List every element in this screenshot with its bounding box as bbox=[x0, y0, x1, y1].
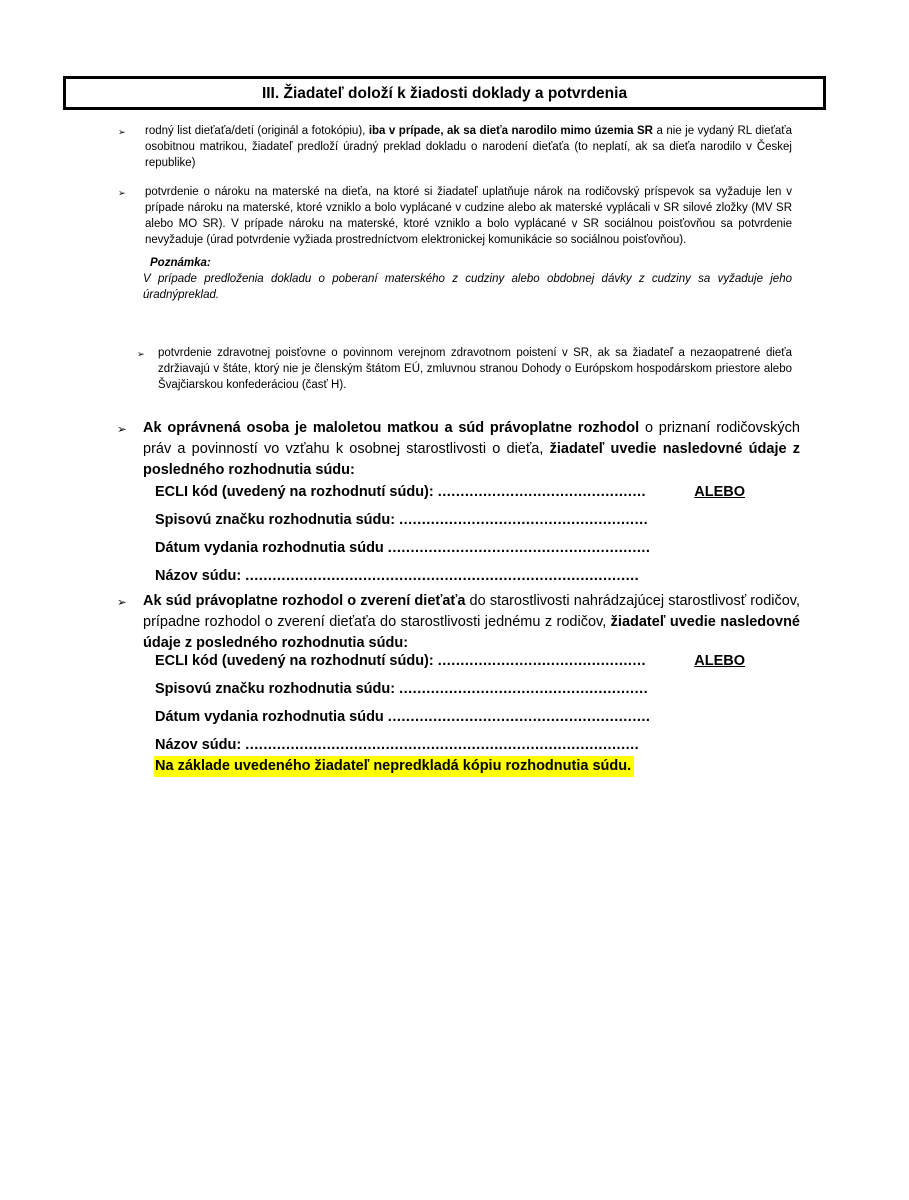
field-line bbox=[155, 653, 646, 681]
bullet-arrow-icon: ➢ bbox=[117, 596, 127, 609]
dotted-fill-line: ....................................................... bbox=[399, 512, 649, 528]
bullet-text: potvrdenie zdravotnej poisťovne o povinnom verejnom zdravotnom poistení v SR, ak sa žiadateľ a nezaopatrené dieťa zdržiavajú v štáte, ktorý nie je členským štátom EÚ, zmluvnou stranou Dohody o Európskom hospodárskom priestore alebo Švajčiarskou konfederáciou (časť H). bbox=[158, 347, 792, 391]
bullet-item-maternity-confirmation bbox=[118, 184, 792, 248]
bullet-arrow-icon: ➢ bbox=[137, 349, 145, 359]
dotted-fill-line: ....................................................................................... bbox=[245, 568, 640, 584]
text-segment: do starostlivosti nahrádzajúcej starostlivosť rodičov, prípadne rozhodol o zverení dieťaťa do starostlivosti jednému z rodičov, bbox=[143, 593, 800, 630]
note-label: Poznámka: bbox=[150, 257, 211, 269]
field-case-number bbox=[155, 512, 745, 540]
court-fields-set-2 bbox=[155, 653, 745, 765]
bullet-arrow-icon: ➢ bbox=[117, 423, 127, 436]
highlight-note: Na základe uvedeného žiadateľ nepredkladá kópiu rozhodnutia súdu. bbox=[154, 756, 634, 777]
note-block bbox=[143, 255, 792, 303]
field-case-number bbox=[155, 681, 745, 709]
field-label: ECLI kód (uvedený na rozhodnutí súdu): bbox=[155, 653, 434, 669]
note-text: V prípade predloženia dokladu o poberaní materského z cudziny alebo obdobnej dávky z cudziny sa vyžaduje jeho úradnýpreklad. bbox=[143, 273, 792, 301]
court-fields-set-1 bbox=[155, 484, 745, 596]
text-segment-bold: žiadateľ uvedie nasledovné údaje z posledného rozhodnutia súdu: bbox=[143, 441, 800, 478]
dotted-fill-line: .............................................. bbox=[437, 484, 647, 500]
field-decision-date bbox=[155, 540, 745, 568]
bullet-arrow-icon: ➢ bbox=[118, 127, 126, 137]
bullet-text bbox=[145, 123, 792, 171]
bullet-item-birth-certificate bbox=[118, 123, 792, 171]
text-segment-bold: žiadateľ uvedie nasledovné údaje z posledného rozhodnutia súdu: bbox=[143, 614, 801, 651]
dotted-fill-line: .............................................. bbox=[437, 653, 647, 669]
field-label: Názov súdu: bbox=[155, 568, 242, 584]
field-label: Názov súdu: bbox=[155, 737, 242, 753]
text-segment-bold: Ak oprávnená osoba je maloletou matkou a súd právoplatne rozhodol bbox=[143, 420, 640, 436]
bullet-arrow-icon: ➢ bbox=[118, 188, 126, 198]
field-decision-date bbox=[155, 709, 745, 737]
field-label: Spisovú značku rozhodnutia súdu: bbox=[155, 512, 396, 528]
field-label: ECLI kód (uvedený na rozhodnutí súdu): bbox=[155, 484, 434, 500]
dotted-fill-line: ....................................................... bbox=[399, 681, 649, 697]
bullet-item-minor-mother bbox=[117, 418, 800, 481]
field-line bbox=[155, 484, 646, 512]
field-ecli-code bbox=[155, 484, 745, 512]
section-title-box bbox=[63, 76, 826, 110]
section-title: III. Žiadateľ doloží k žiadosti doklady a potvrdenia bbox=[261, 85, 628, 102]
dotted-fill-line: .......................................................... bbox=[387, 709, 651, 725]
dotted-fill-line: ....................................................................................... bbox=[245, 737, 640, 753]
text-segment-bold: Ak súd právoplatne rozhodol o zverení dieťaťa bbox=[143, 593, 466, 609]
field-label: Spisovú značku rozhodnutia súdu: bbox=[155, 681, 396, 697]
field-ecli-code bbox=[155, 653, 745, 681]
alebo-label: ALEBO bbox=[694, 653, 745, 669]
field-label: Dátum vydania rozhodnutia súdu bbox=[155, 540, 384, 556]
bullet-item-health-insurance bbox=[137, 345, 792, 393]
bullet-text bbox=[143, 418, 800, 481]
bullet-item-court-custody bbox=[117, 591, 800, 654]
bullet-text bbox=[143, 591, 800, 654]
field-label: Dátum vydania rozhodnutia súdu bbox=[155, 709, 384, 725]
alebo-label: ALEBO bbox=[694, 484, 745, 500]
text-segment-bold: iba v prípade, ak sa dieťa narodilo mimo územia SR bbox=[368, 125, 653, 137]
text-segment: rodný list dieťaťa/detí (originál a fotokópiu), bbox=[145, 125, 369, 137]
text-segment: o priznaní rodičovských práv a povinností vo vzťahu k osobnej starostlivosti o dieťa, bbox=[143, 420, 800, 457]
text-segment: a nie je vydaný RL dieťaťa osobitnou matrikou, žiadateľ predloží úradný preklad dokladu o narodení dieťaťa (to neplatí, ak sa dieťa narodilo v Českej republike) bbox=[145, 125, 792, 169]
dotted-fill-line: .......................................................... bbox=[387, 540, 651, 556]
bullet-text: potvrdenie o nároku na materské na dieťa, na ktoré si žiadateľ uplatňuje nárok na rodičovský príspevok sa vyžaduje len v prípade nároku na materské, ktoré vzniklo a bolo vyplácané v cudzine alebo ak materské vyplácali v SR silové zložky (MV SR alebo MO SR). V prípade nároku na materské, ktoré vzniklo a bolo vyplácané v SR sociálnou poisťovňou sa potvrdenie nevyžaduje (úrad potvrdenie vyžiada prostredníctvom elektronickej komunikácie so sociálnou poisťovňou). bbox=[145, 186, 792, 246]
